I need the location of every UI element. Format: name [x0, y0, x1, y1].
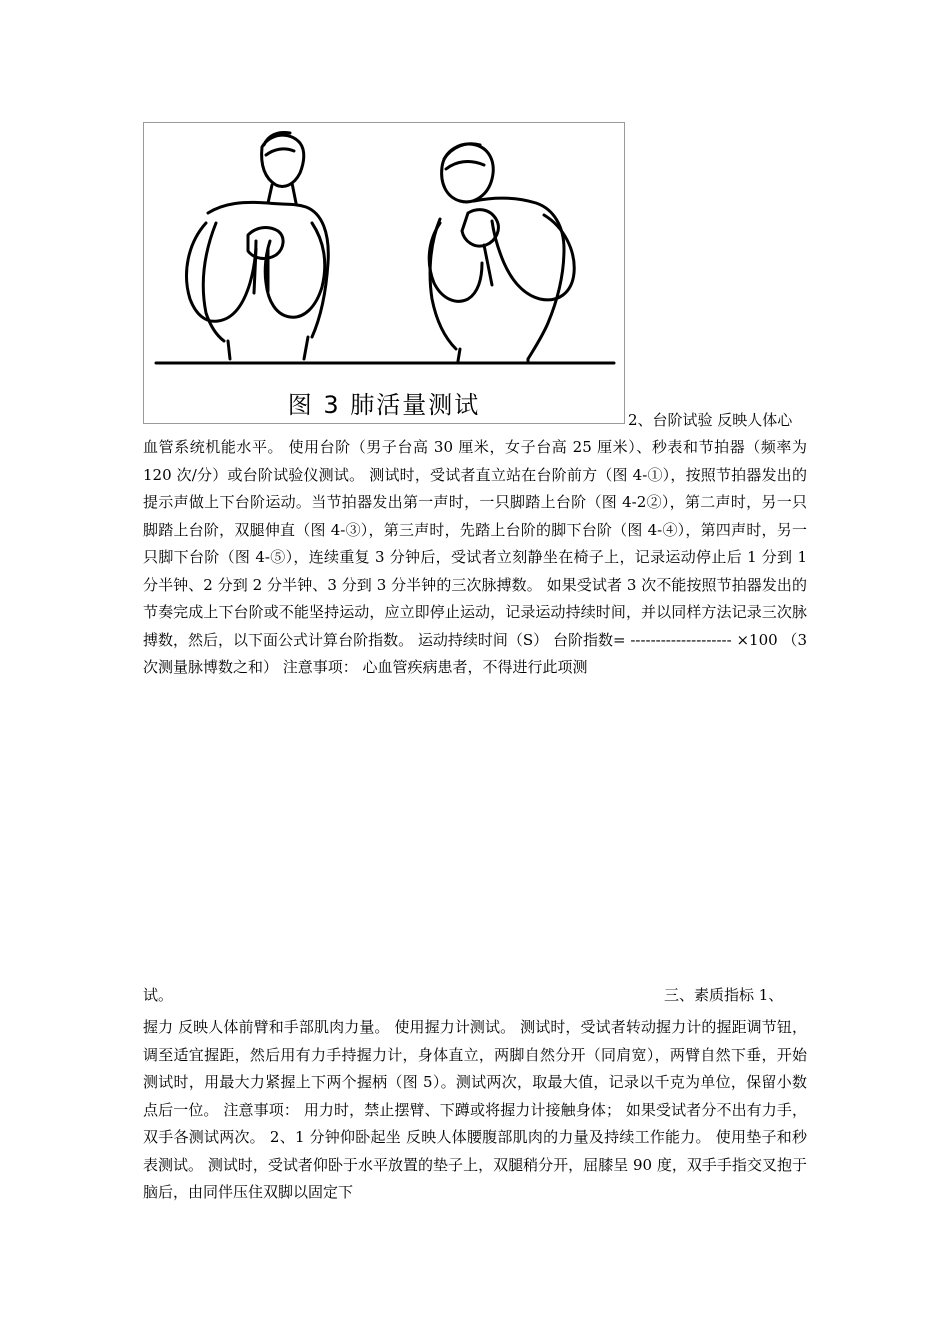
figure-lung-capacity-test — [143, 122, 625, 424]
section-heading-fitness-indicators: 三、素质指标 1、 — [664, 986, 784, 1004]
section-heading-step-test: 2、台阶试验 反映人体心 — [628, 411, 793, 429]
right-figure-hair — [444, 144, 484, 169]
left-figure-left-arm — [187, 223, 256, 321]
left-figure-right-arm — [265, 223, 325, 317]
paragraph-grip-strength: 握力 反映人体前臂和手部肌肉力量。 使用握力计测试。 测试时，受试者转动握力计的握距调节钮，调至适宜握距，然后用有力手持握力计，身体直立，两脚自然分开（同肩宽），两臂自然下垂，开始测试时，用最大力紧握上下两个握柄（图 5）。测试两次，取最大值，记录以千克为单位，保留小数点后一位。 注意事项： 用力时，禁止摆臂、下蹲或将握力计接触身体； 如果受试者分不出有力手，双手各测试两次。 2、1 分钟仰卧起坐 反映人体腰腹部肌肉的力量及持续工作能力。 使用垫子和秒表测试。 测试时，受试者仰卧于水平放置的垫子上，双腿稍分开，屈膝呈 90 度，双手手指交叉抱于脑后，由同伴压住双脚以固定下 — [143, 1018, 807, 1201]
paragraph-step-test: 血管系统机能水平。 使用台阶（男子台高 30 厘米，女子台高 25 厘米）、秒表和节拍器（频率为 120 次/分）或台阶试验仪测试。 测试时，受试者直立站在台阶前方（图 4-①），按照节拍器发出的提示声做上下台阶运动。当节拍器发出第一声时，一只脚踏上台阶（图 4-2②），第二声时，另一只脚踏上台阶，双腿伸直（图 4-③），第三声时，先踏上台阶的脚下台阶（图 4-④），第四声时，另一只脚下台阶（图 4-⑤），连续重复 3 分钟后，受试者立刻静坐在椅子上，记录运动停止后 1 分到 1 分半钟、2 分到 2 分半钟、3 分到 3 分半钟的三次脉搏数。 如果受试者 3 次不能按照节拍器发出的节奏完成上下台阶或不能坚持运动，应立即停止运动，记录运动持续时间，并以同样方法记录三次脉搏数，然后，以下面公式计算台阶指数。 运动持续时间（S） 台阶指数= -------------------- ×100 （3 次测量脉博数之和） 注意事项： 心血管疾病患者，不得进行此项测 — [143, 438, 807, 676]
left-figure-lower — [228, 337, 308, 359]
left-figure-head — [262, 135, 304, 186]
figure-caption: 图 3 肺活量测试 — [287, 391, 481, 419]
paragraph-continuation: 试。 — [143, 986, 174, 1004]
right-figure-torso — [474, 198, 564, 359]
right-figure-lower — [458, 349, 528, 361]
figure-illustration — [144, 123, 624, 423]
right-figure-left-arm — [429, 223, 482, 301]
